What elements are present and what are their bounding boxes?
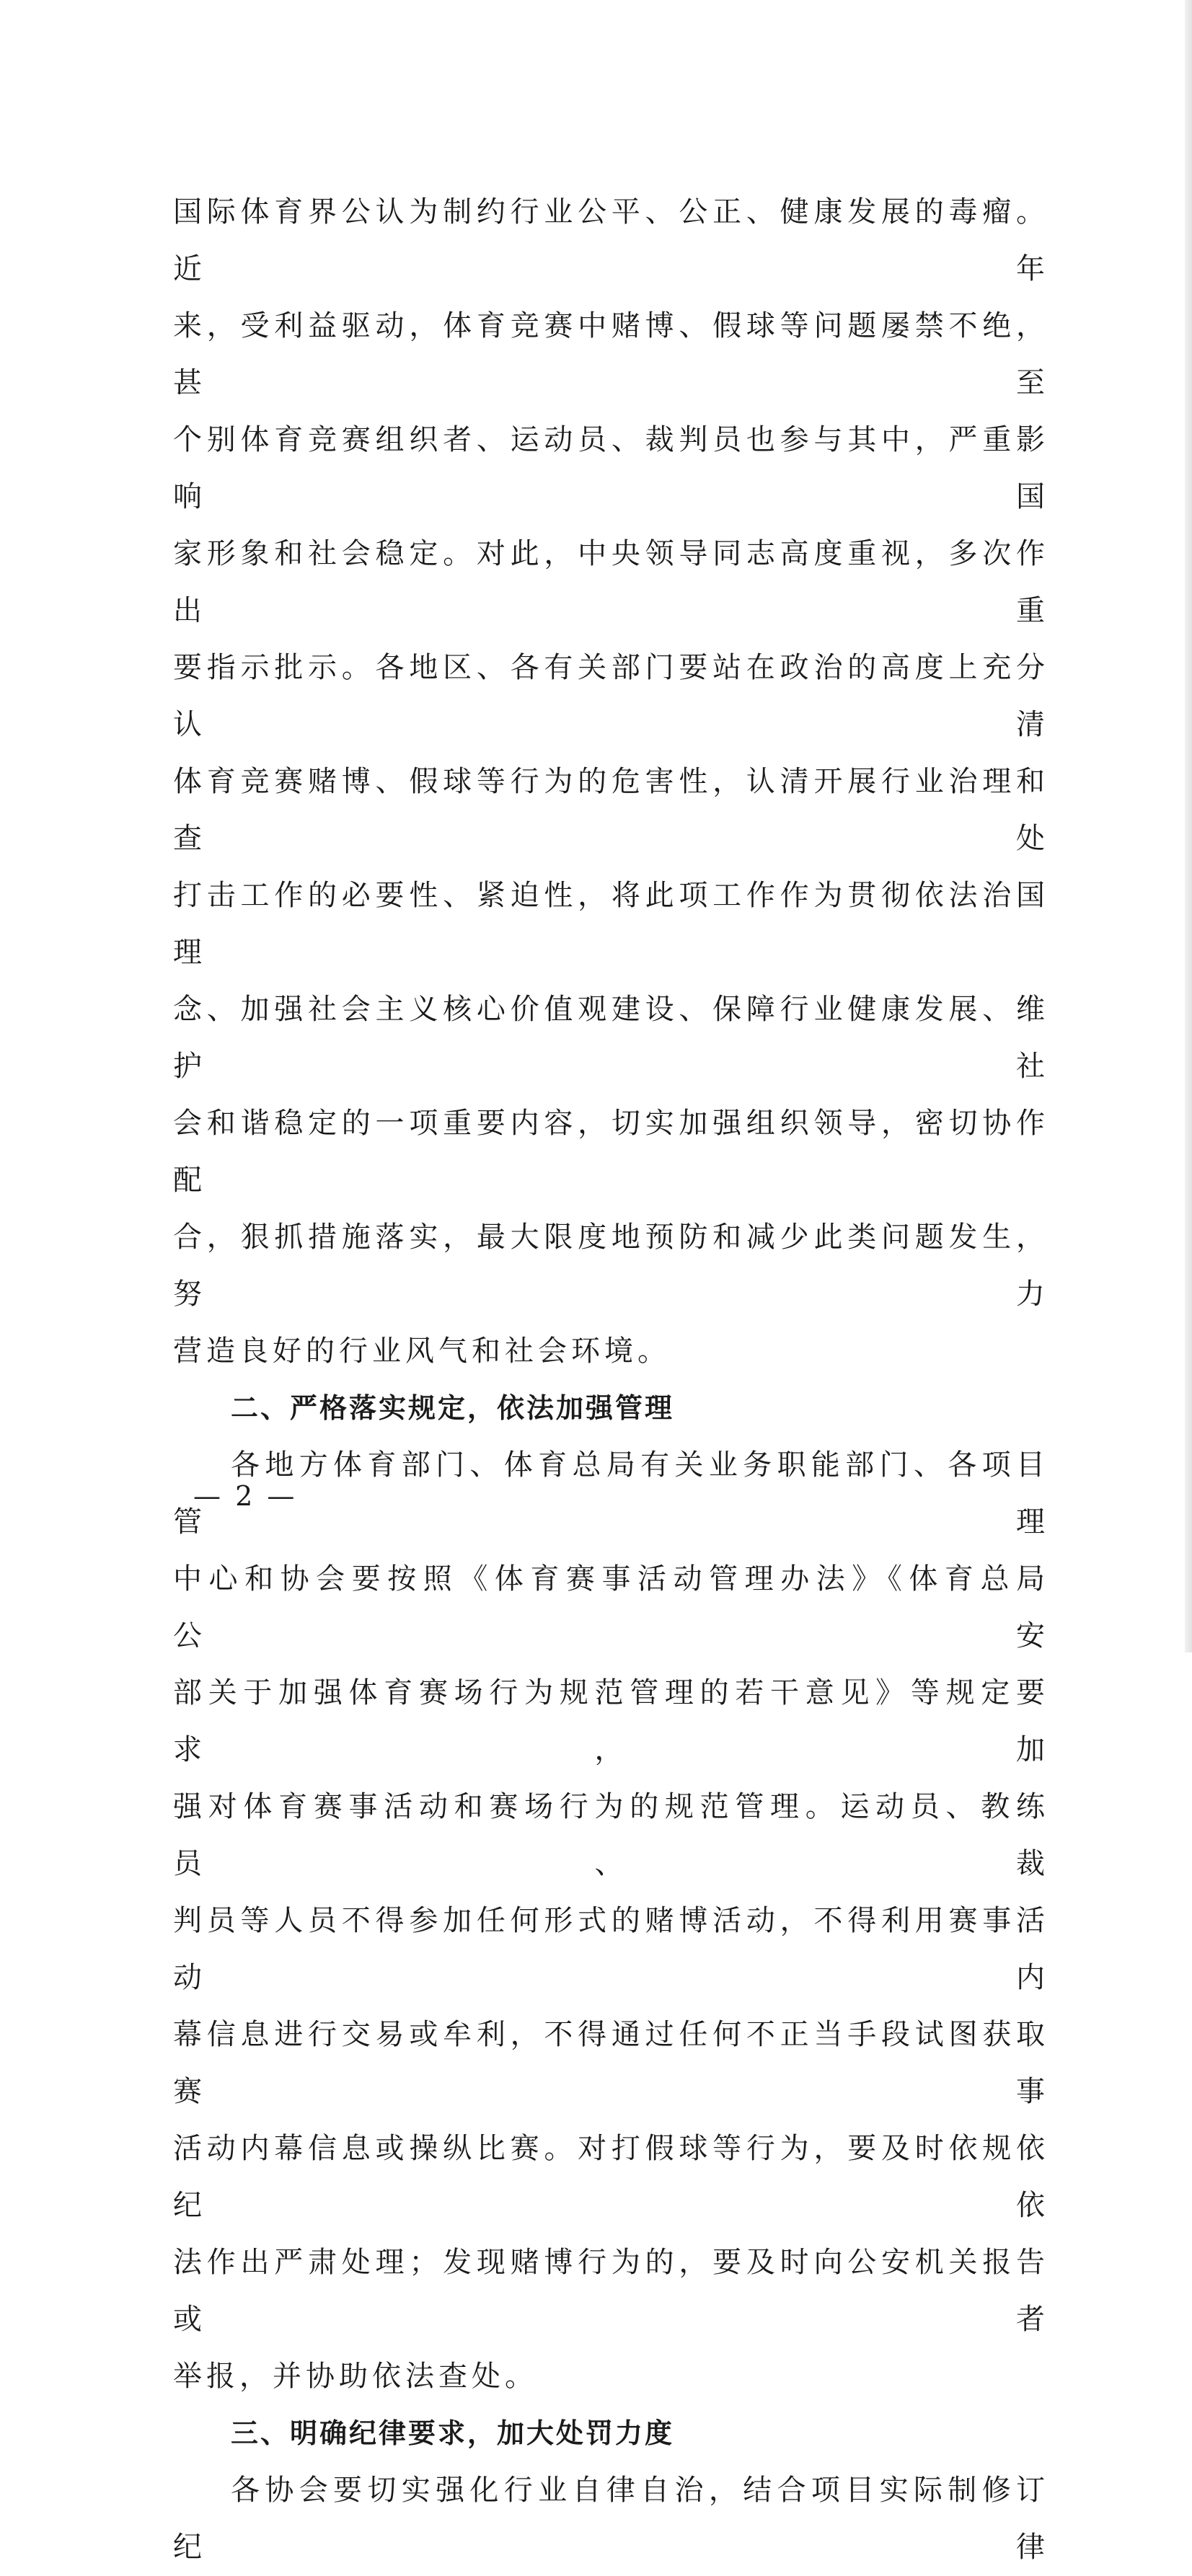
paragraph-1-line: 来，受利益驱动，体育竞赛中赌博、假球等问题屡禁不绝，甚至 — [173, 309, 1049, 399]
paragraph-2-line: 各地方体育部门、体育总局有关业务职能部门、各项目管理 — [173, 1448, 1049, 1539]
paragraph-2-line: 强对体育赛事活动和赛场行为的规范管理。运动员、教练员、裁 — [173, 1790, 1049, 1880]
paragraph-1-line: 个别体育竞赛组织者、运动员、裁判员也参与其中，严重影响国 — [173, 423, 1049, 513]
paragraph-1-line: 合，狠抓措施落实，最大限度地预防和减少此类问题发生，努力 — [173, 1221, 1049, 1311]
paragraph-1-line: 家形象和社会稳定。对此，中央领导同志高度重视，多次作出重 — [173, 537, 1049, 627]
paragraph-2-line: 部关于加强体育赛场行为规范管理的若干意见》等规定要求，加 — [173, 1676, 1049, 1766]
paragraph-2 — [173, 1437, 1082, 2405]
paragraph-3-line: 各协会要切实强化行业自律自治，结合项目实际制修订纪律 — [173, 2474, 1049, 2564]
paragraph-1-line: 会和谐稳定的一项重要内容，切实加强组织领导，密切协作配 — [173, 1107, 1049, 1197]
paragraph-1-line: 念、加强社会主义核心价值观建设、保障行业健康发展、维护社 — [173, 993, 1049, 1083]
paragraph-1-line: 营造良好的行业风气和社会环境。 — [173, 1335, 671, 1368]
page-number: — 2 — — [193, 1480, 298, 1512]
section-heading-3: 三、明确纪律要求，加大处罚力度 — [231, 2417, 675, 2449]
paragraph-1-line: 要指示批示。各地区、各有关部门要站在政治的高度上充分认清 — [173, 651, 1049, 741]
paragraph-3 — [173, 2462, 1049, 2576]
paragraph-1-line: 国际体育界公认为制约行业公平、公正、健康发展的毒瘤。近年 — [173, 195, 1049, 286]
section-heading-2: 二、严格落实规定，依法加强管理 — [231, 1392, 675, 1424]
paragraph-1-line: 体育竞赛赌博、假球等行为的危害性，认清开展行业治理和查处 — [173, 765, 1049, 855]
scan-edge — [1185, 0, 1192, 1652]
paragraph-1-line: 打击工作的必要性、紧迫性，将此项工作作为贯彻依法治国理 — [173, 879, 1049, 969]
paragraph-2-line: 法作出严肃处理；发现赌博行为的，要及时向公安机关报告或者 — [173, 2246, 1049, 2336]
paragraph-2-line: 中心和协会要按照《体育赛事活动管理办法》《体育总局 公安 — [173, 1562, 1082, 1652]
paragraph-2-line: 判员等人员不得参加任何形式的赌博活动，不得利用赛事活动内 — [173, 1904, 1049, 1994]
paragraph-2-line: 举报，并协助依法查处。 — [173, 2360, 538, 2393]
paragraph-2-line: 幕信息进行交易或牟利，不得通过任何不正当手段试图获取赛事 — [173, 2018, 1049, 2108]
paragraph-1 — [173, 184, 1049, 1380]
paragraph-2-line: 活动内幕信息或操纵比赛。对打假球等行为，要及时依规依纪依 — [173, 2132, 1049, 2222]
body-text — [173, 184, 1082, 2576]
